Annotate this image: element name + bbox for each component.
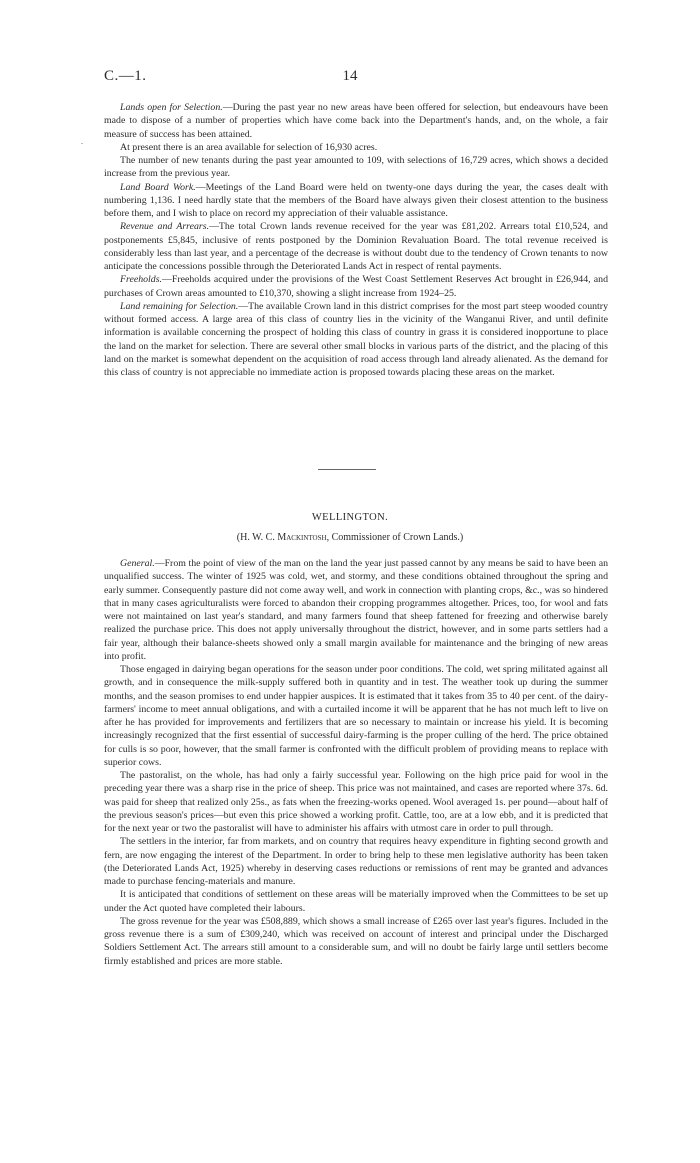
paragraph (104, 220, 608, 273)
section-divider (318, 469, 376, 470)
paragraph (104, 141, 608, 154)
paragraph-lead: Freeholds. (120, 274, 163, 286)
section-heading: WELLINGTON. (311, 512, 389, 523)
paragraph-lead: Lands open for Selection. (120, 102, 223, 113)
paragraph (104, 835, 608, 888)
commissioner-name: Mackintosh (277, 532, 327, 543)
page-number: 14 (342, 68, 358, 84)
subheading-close: , Commissioner of Crown Lands.) (326, 532, 464, 543)
paragraph-text: —Freeholds acquired under the provisions of the West Coast Settlement Reserves Act brought in £26,944, and purchases of Crown areas amounted to £10,370, showing a slight increase from 1924–25. (104, 274, 608, 299)
margin-dot: . (81, 137, 83, 146)
paragraph-text: —The total Crown lands revenue received for the year was £81,202. Arrears total £10,524, and postponements £5,845, inclusive of rents postponed by the Dominion Revaluation Board. The total revenue received is considerably less than last year, and a percentage of the decrease is without doubt due to the tendency of Crown tenants to now anticipate the concessions possible through the Deteriorated Lands Act in respect of rental payments. (104, 221, 608, 272)
paragraph-lead: Revenue and Arrears. (120, 221, 210, 233)
paragraph (104, 300, 608, 380)
paragraph-text: The pastoralist, on the whole, has had only a fairly successful year. Following on the high price paid for wool in the preceding year there was a sharp rise in the price of sheep. This price was not maintained, and cases are reported where 37s. 6d. was paid for sheep that realized only 25s., as fats when the freezing-works opened. Wool averaged 1s. per pound—about half of the previous season's prices—but even this price showed a working profit. Cattle, too, are at a low ebb, and it is predicted that for the next year or two the pastoralist will have to administer his affairs with utmost care in order to pull through. (104, 770, 608, 834)
paragraph-text: The number of new tenants during the past year amounted to 109, with selections of 16,729 acres, which shows a decided increase from the previous year. (104, 155, 608, 180)
paragraph (104, 663, 608, 769)
subheading-open: (H. W. C. (236, 532, 278, 543)
document-reference: C.—1. (104, 68, 147, 84)
paragraph-text: It is anticipated that conditions of settlement on these areas will be materially improved when the Committees to be set up under the Act quoted have completed their labours. (104, 889, 608, 914)
paragraph-text: —The available Crown land in this district comprises for the most part steep wooded country without formed access. A large area of this class of country lies in the vicinity of the Wanganui River, and until definite information is available concerning the prospect of holding this class of country in grass it is considered inopportune to place the land on the market for selection. There are several other small blocks in various parts of the district, and the placing of this land on the market is somewhat dependent on the acquisition of road access through land already alienated. As the demand for this class of country is not appreciable no immediate action is proposed towards placing these areas on the market. (104, 300, 608, 378)
paragraph (104, 557, 608, 663)
paragraph (104, 769, 608, 835)
paragraph (104, 915, 608, 968)
paragraph-lead: Land Board Work. (120, 181, 196, 193)
paragraph (104, 101, 608, 141)
paragraph (104, 154, 608, 181)
section-subheading (0, 532, 700, 543)
paragraph-text: The settlers in the interior, far from markets, and on country that requires heavy expenditure in fighting second growth and fern, are now engaging the interest of the Department. In order to bring help to these men legislative authority has been taken (the Deteriorated Lands Act, 1925) whereby in deserving cases reductions or remissions of rent may be granted and advances made to purchase fencing-materials and manure. (104, 836, 608, 887)
paragraph-lead: General. (120, 558, 155, 569)
section-taranaki-report (104, 101, 608, 379)
paragraph-text: —Meetings of the Land Board were held on twenty-one days during the year, the cases dealt with numbering 1,136. I need hardly state that the members of the Board have always given their closest attention to the business before them, and I wish to place on record my appreciation of their valuable assistance. (104, 181, 608, 219)
paragraph (104, 888, 608, 915)
paragraph-text: At present there is an area available for selection of 16,930 acres. (120, 141, 378, 153)
paragraph-text: The gross revenue for the year was £508,889, which shows a small increase of £265 over last year's figures. Included in the gross revenue there is a sum of £309,240, which was received on account of interest and principal under the Discharged Soldiers Settlement Act. The arrears still amount to a considerable sum, and will no doubt be fairly large until settlers become firmly established and prices are more stable. (104, 915, 608, 967)
paragraph-lead: Land remaining for Selection. (120, 300, 239, 312)
paragraph (104, 273, 608, 300)
section-wellington-report (104, 557, 608, 968)
paragraph-text: Those engaged in dairying began operations for the season under poor conditions. The cold, wet spring militated against all growth, and in consequence the milk-supply suffered both in quantity and in test. The weather took up during the summer months, and the season promises to end under happier auspices. It is estimated that it takes from 35 to 40 per cent. of the dairy-farmers' income to meet annual obligations, and with a curtailed income it will be apparent that he has not much left to live on after he has provided for improvements and fertilizers that are so necessary to maintain or increase his yield. It is becoming increasingly recognized that the first essential of successful dairy-farming is the proper culling of the herd. The price obtained for culls is so poor, however, that the small farmer is confronted with the difficult problem of providing means to replace with superior cows. (104, 664, 608, 768)
paragraph-text: —During the past year no new areas have been offered for selection, but endeavours have been made to dispose of a number of properties which have come back into the Department's hands, and, on the whole, a fair measure of success has been attained. (104, 102, 608, 140)
paragraph (104, 181, 608, 221)
paragraph-text: —From the point of view of the man on the land the year just passed cannot by any means be said to have been an unqualified success. The winter of 1925 was cold, wet, and stormy, and these conditions obtained throughout the spring and early summer. Consequently pasture did not come away well, and work in connection with planting crops, &c., was so hindered that in many cases agriculturalists were forced to abandon their cropping programmes altogether. Prices, too, for wool and fats were not maintained on last year's standard, and many farmers found that sheep fattened for freezing and otherwise barely realized the purchase price. This does not apply universally throughout the district, however, and in some parts settlers had a fair year, although their balance-sheets showed only a small margin available for maintenance and the bringing of new areas into profit. (104, 558, 608, 662)
